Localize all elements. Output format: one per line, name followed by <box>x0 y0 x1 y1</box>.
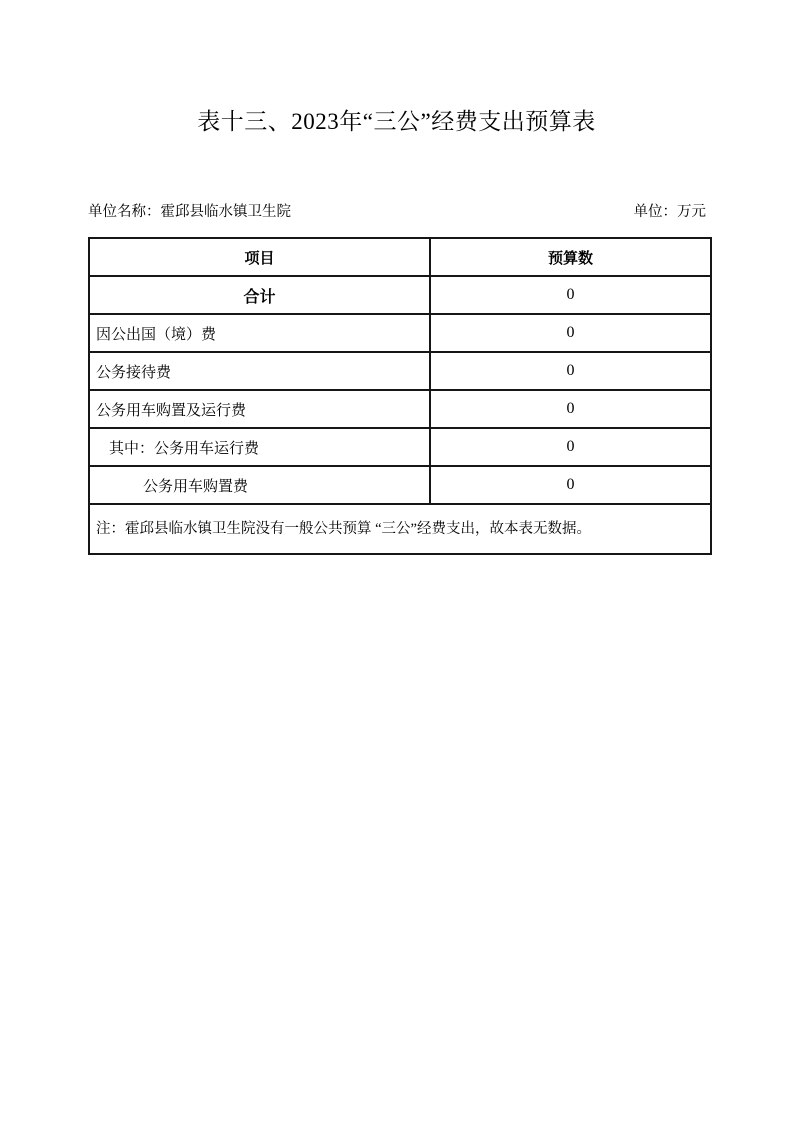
row-item-label: 合计 <box>89 276 430 314</box>
row-item-label: 公务接待费 <box>89 352 430 390</box>
table-row-vehicle-purchase-fee <box>89 466 711 504</box>
row-item-label: 公务用车购置及运行费 <box>89 390 430 428</box>
row-item-label: 因公出国（境）费 <box>89 314 430 352</box>
meta-row <box>88 202 706 222</box>
row-item-label: 公务用车购置费 <box>89 466 430 504</box>
row-item-label: 其中：公务用车运行费 <box>89 428 430 466</box>
currency-unit-label: 单位：万元 <box>633 204 706 220</box>
column-header-item: 项目 <box>89 238 430 276</box>
table-row-total <box>89 276 711 314</box>
row-budget-value: 0 <box>430 352 711 390</box>
table-row-vehicle-operation-fee <box>89 428 711 466</box>
table-note-row <box>89 504 711 554</box>
row-budget-value: 0 <box>430 428 711 466</box>
column-header-budget: 预算数 <box>430 238 711 276</box>
row-budget-value: 0 <box>430 466 711 504</box>
table-row-reception-fee <box>89 352 711 390</box>
page-title: 表十三、2023年“三公”经费支出预算表 <box>197 109 596 134</box>
row-budget-value: 0 <box>430 314 711 352</box>
row-budget-value: 0 <box>430 390 711 428</box>
unit-name-label: 单位名称：霍邱县临水镇卫生院 <box>88 204 291 220</box>
row-budget-value: 0 <box>430 276 711 314</box>
table-row-vehicle-total-fee <box>89 390 711 428</box>
table-row-abroad-fee <box>89 314 711 352</box>
budget-table <box>88 237 712 555</box>
table-header-row <box>89 238 711 276</box>
table-note: 注：霍邱县临水镇卫生院没有一般公共预算 “三公”经费支出，故本表无数据。 <box>89 504 711 554</box>
